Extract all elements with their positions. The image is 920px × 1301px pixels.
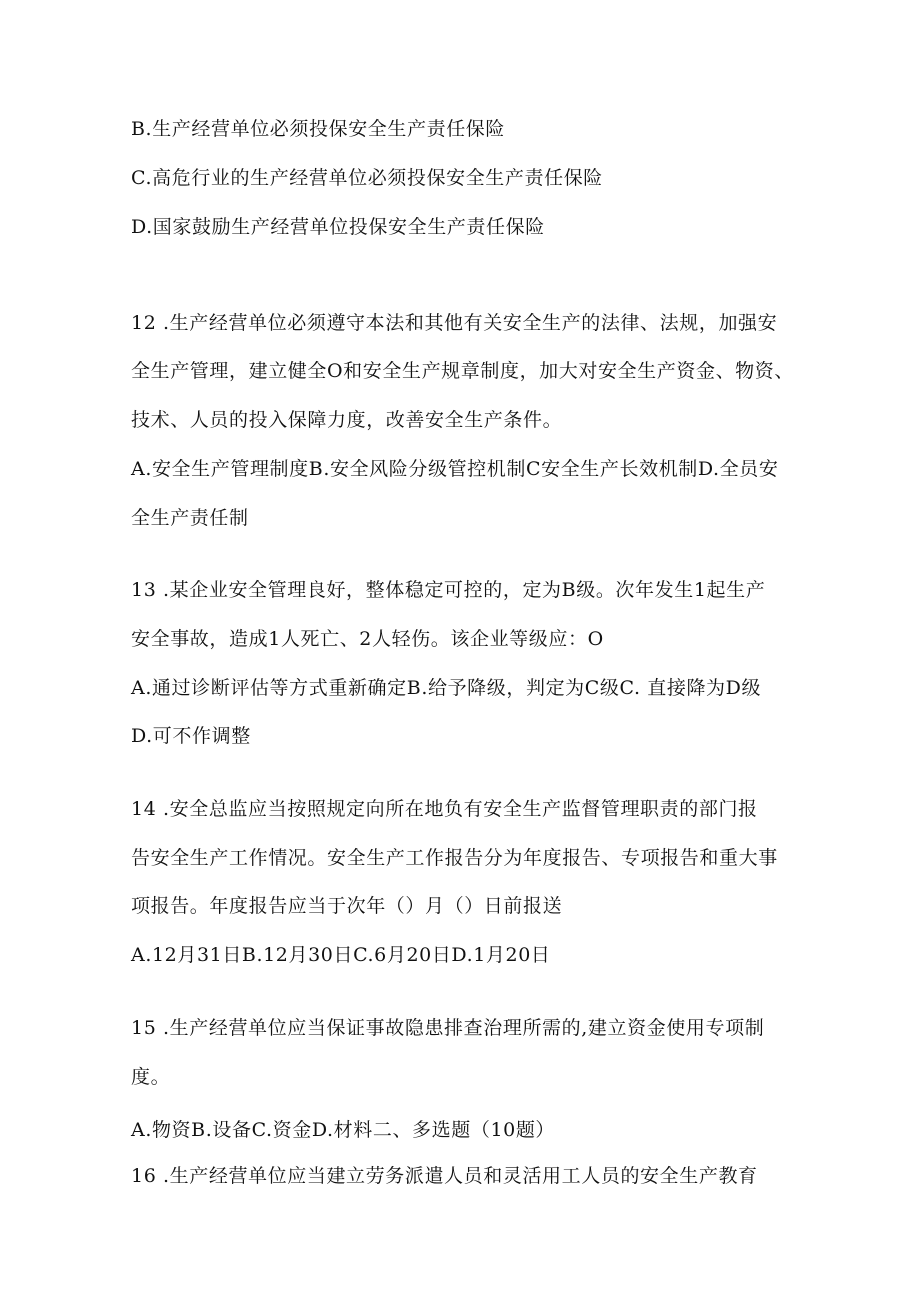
question-14-line-1: 14 .安全总监应当按照规定向所在地负有安全生产监督管理职责的部门报 xyxy=(131,798,758,820)
question-16-line-1: 16 .生产经营单位应当建立劳务派遣人员和灵活用工人员的安全生产教育 xyxy=(131,1165,758,1187)
options-q13-line-2: D.可不作调整 xyxy=(131,725,251,747)
question-12-line-1: 12 .生产经营单位必须遵守本法和其他有关安全生产的法律、法规，加强安 xyxy=(131,312,778,334)
options-q13-line-1: A.通过诊断评估等方式重新确定B.给予降级，判定为C级C. 直接降为D级 xyxy=(131,677,762,699)
options-q14: A.12月31日B.12月30日C.6月20日D.1月20日 xyxy=(131,944,551,966)
question-12-line-3: 技术、人员的投入保障力度，改善安全生产条件。 xyxy=(131,409,563,431)
question-15-line-1: 15 .生产经营单位应当保证事故隐患排查治理所需的,建立资金使用专项制 xyxy=(131,1017,765,1039)
options-q12-line-2: 全生产责任制 xyxy=(131,507,249,529)
option-d-q11: D.国家鼓励生产经营单位投保安全生产责任保险 xyxy=(131,216,545,238)
options-q15-and-section-heading: A.物资B.设备C.资金D.材料二、多选题（10题） xyxy=(131,1119,556,1141)
question-14-line-2: 告安全生产工作情况。安全生产工作报告分为年度报告、专项报告和重大事 xyxy=(131,847,778,869)
option-c-q11: C.高危行业的生产经营单位必须投保安全生产责任保险 xyxy=(131,167,603,189)
options-q12-line-1: A.安全生产管理制度B.安全风险分级管控机制C安全生产长效机制D.全员安 xyxy=(131,458,779,480)
question-12-line-2: 全生产管理，建立健全O和安全生产规章制度，加大对安全生产资金、物资、 xyxy=(131,360,794,382)
option-b-q11: B.生产经营单位必须投保安全生产责任保险 xyxy=(131,118,506,140)
question-13-line-2: 安全事故，造成1人死亡、2人轻伤。该企业等级应：O xyxy=(131,628,604,650)
question-15-line-2: 度。 xyxy=(131,1066,171,1088)
question-14-line-3: 项报告。年度报告应当于次年（）月（）日前报送 xyxy=(131,895,563,917)
question-13-line-1: 13 .某企业安全管理良好，整体稳定可控的，定为B级。次年发生1起生产 xyxy=(131,579,766,601)
